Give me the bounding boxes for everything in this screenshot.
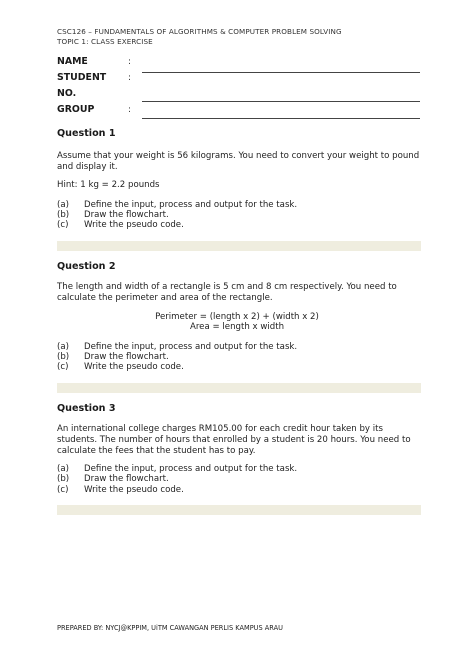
course-title: CSC126 – FUNDAMENTALS OF ALGORITHMS & COMPUTER PROBLEM SOLVING [57, 27, 342, 36]
task-marker: (a) [57, 342, 69, 352]
question-2-task-c [57, 362, 184, 373]
section-divider [57, 505, 421, 515]
section-divider [57, 383, 421, 393]
question-1-title: Question 1 [57, 128, 116, 139]
task-text: Write the pseudo code. [84, 362, 184, 372]
question-1-task-c [57, 220, 184, 231]
task-text: Define the input, process and output for the task. [84, 200, 298, 210]
group-field-line [142, 118, 420, 119]
question-3-text: An international college charges RM105.00 for each credit hour taken by its students. The number of hours that enrolled by a student is 20 hours. You need to calculate the fees that the student has to pay. [57, 424, 411, 456]
section-divider [57, 241, 421, 251]
name-field-line [142, 72, 420, 73]
question-1-text: Assume that your weight is 56 kilograms. You need to convert your weight to pound and display it. [57, 151, 420, 172]
task-text: Draw the flowchart. [84, 210, 169, 220]
group-label: GROUP [57, 104, 95, 115]
task-text: Write the pseudo code. [84, 220, 184, 230]
group-colon: : [128, 105, 132, 115]
task-text: Define the input, process and output for the task. [84, 464, 298, 474]
footer-credit: PREPARED BY: NYCJ@KPPIM, UiTM CAWANGAN PERLIS KAMPUS ARAU [57, 624, 283, 632]
question-3-task-b [57, 474, 169, 485]
name-label: NAME [57, 56, 88, 67]
name-colon: : [128, 57, 132, 67]
task-text: Define the input, process and output for the task. [84, 342, 298, 352]
task-text: Draw the flowchart. [84, 474, 169, 484]
student-label: STUDENT [57, 72, 107, 83]
question-3-task-c [57, 485, 184, 496]
task-marker: (b) [57, 210, 70, 220]
topic-title: TOPIC 1: CLASS EXERCISE [57, 37, 153, 46]
task-marker: (c) [57, 362, 69, 372]
task-marker: (a) [57, 200, 69, 210]
task-marker: (b) [57, 352, 70, 362]
question-3-title: Question 3 [57, 403, 116, 414]
student-no-colon: : [128, 73, 132, 83]
task-marker: (c) [57, 485, 69, 495]
question-2-text: The length and width of a rectangle is 5 cm and 8 cm respectively. You need to calculate the perimeter and area of the rectangle. [57, 282, 397, 303]
task-marker: (c) [57, 220, 69, 230]
task-marker: (a) [57, 464, 69, 474]
task-marker: (b) [57, 474, 70, 484]
area-formula: Area = length x width [189, 322, 285, 332]
question-1-hint: Hint: 1 kg = 2.2 pounds [57, 180, 160, 190]
task-text: Draw the flowchart. [84, 352, 169, 362]
task-text: Write the pseudo code. [84, 485, 184, 495]
student-no-label: NO. [57, 88, 77, 99]
perimeter-formula: Perimeter = (length x 2) + (width x 2) [155, 312, 319, 322]
question-2-title: Question 2 [57, 261, 116, 272]
student-no-field-line [142, 101, 420, 102]
